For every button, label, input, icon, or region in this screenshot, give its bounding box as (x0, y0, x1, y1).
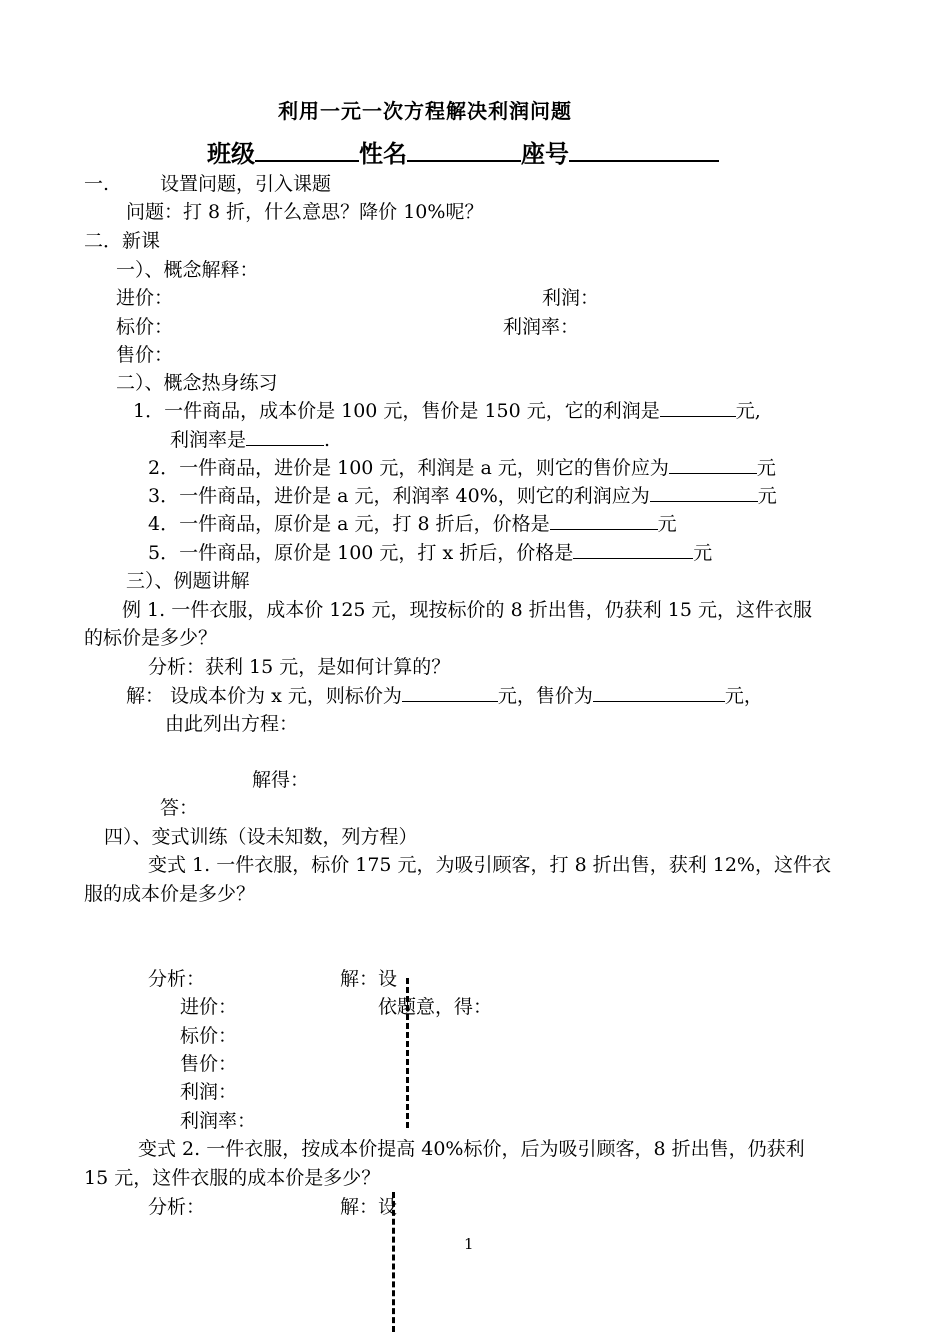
solution-text-b: 元，售价为 (497, 685, 593, 707)
variation-1-solve-label: 解：设 (340, 968, 398, 990)
seat-label: 座号 (521, 140, 569, 168)
by-meaning-label: 依题意，得： (378, 996, 493, 1018)
exercise-1-rate-text: 利润率是 (170, 429, 247, 451)
subsection-warmup: 二）、概念热身练习 (116, 372, 278, 394)
variation-1-line-1: 变式 1. 一件衣服，标价 175 元，为吸引顾客，打 8 折出售，获利 12%，这件衣 (148, 854, 831, 876)
section-1-question: 问题：打 8 折，什么意思？降价 10%呢？ (126, 201, 484, 223)
exercise-5 (148, 544, 712, 563)
class-label: 班级 (207, 140, 255, 168)
dashed-divider-upper (406, 978, 409, 1128)
class-blank[interactable] (255, 159, 359, 162)
exercise-2-text: 2．一件商品，进价是 100 元，利润是 a 元，则它的售价应为 (148, 457, 669, 479)
concept-marked-price: 标价： (116, 316, 174, 338)
list-selling-price: 售价： (180, 1053, 238, 1075)
subsection-variations: 四）、变式训练（设未知数，列方程） (104, 826, 418, 848)
exercise-4-blank[interactable] (550, 528, 658, 530)
exercise-3-blank[interactable] (650, 500, 758, 502)
student-info-header (207, 142, 719, 166)
exercise-1-unit: 元, (735, 400, 761, 422)
variation-2-analysis-label: 分析： (148, 1196, 206, 1218)
exercise-1-rate-blank[interactable] (246, 444, 324, 446)
exercise-1-rate (170, 431, 330, 450)
concept-cost-price: 进价： (116, 287, 174, 309)
example-1-equation-prompt: 由此列出方程： (165, 713, 299, 735)
exercise-2 (148, 459, 776, 478)
exercise-1-text: 1．一件商品，成本价是 100 元，售价是 150 元，它的利润是 (133, 400, 660, 422)
exercise-4 (148, 515, 677, 534)
exercise-3-unit: 元 (757, 485, 777, 507)
list-profit-rate: 利润率： (180, 1110, 257, 1132)
dashed-divider-lower (392, 1192, 395, 1332)
subsection-concepts: 一）、概念解释： (116, 259, 259, 281)
exercise-2-blank[interactable] (669, 472, 757, 474)
exercise-2-unit: 元 (756, 457, 776, 479)
variation-2-line-2: 15 元，这件衣服的成本价是多少？ (84, 1167, 381, 1189)
variation-1-analysis-label: 分析： (148, 968, 206, 990)
variation-2-line-1: 变式 2. 一件衣服，按成本价提高 40%标价，后为吸引顾客，8 折出售，仍获利 (138, 1138, 805, 1160)
name-blank[interactable] (407, 159, 521, 162)
exercise-1-profit-blank[interactable] (660, 415, 736, 417)
exercise-3 (148, 487, 777, 506)
exercise-5-blank[interactable] (573, 557, 693, 559)
exercise-1-period: . (324, 429, 331, 451)
list-profit: 利润： (180, 1081, 238, 1103)
example-1-solved: 解得： (252, 769, 310, 791)
section-2-title: 二．新课 (84, 230, 161, 252)
list-marked-price: 标价： (180, 1025, 238, 1047)
selling-price-blank[interactable] (593, 700, 725, 702)
page-number: 1 (464, 1235, 474, 1253)
exercise-5-text: 5．一件商品，原价是 100 元，打 x 折后，价格是 (148, 542, 574, 564)
variation-2-solve-label: 解：设 (340, 1196, 398, 1218)
list-cost-price: 进价： (180, 996, 238, 1018)
exercise-1 (133, 402, 761, 421)
subsection-examples: 三）、例题讲解 (126, 570, 250, 592)
exercise-3-text: 3．一件商品，进价是 a 元，利润率 40%，则它的利润应为 (148, 485, 650, 507)
variation-1-line-2: 服的成本价是多少？ (84, 883, 256, 905)
section-1-number: 一. (84, 173, 110, 195)
example-1-analysis: 分析：获利 15 元，是如何计算的？ (148, 656, 451, 678)
marked-price-blank[interactable] (402, 700, 498, 702)
example-1-answer: 答： (160, 797, 199, 819)
example-1-solution (126, 687, 763, 706)
seat-blank[interactable] (569, 159, 719, 162)
exercise-5-unit: 元 (693, 542, 713, 564)
exercise-4-text: 4．一件商品，原价是 a 元，打 8 折后，价格是 (148, 513, 550, 535)
page-title: 利用一元一次方程解决利润问题 (278, 99, 572, 123)
name-label: 性名 (359, 140, 407, 168)
exercise-4-unit: 元 (657, 513, 677, 535)
concept-selling-price: 售价： (116, 344, 174, 366)
section-1-title: 设置问题，引入课题 (160, 173, 332, 195)
example-1-line-2: 的标价是多少？ (84, 627, 218, 649)
solution-text-c: 元， (724, 685, 763, 707)
solution-text-a: 解： 设成本价为 x 元，则标价为 (126, 685, 402, 707)
example-1-line-1: 例 1. 一件衣服，成本价 125 元，现按标价的 8 折出售，仍获利 15 元，这件衣服 (122, 599, 812, 621)
concept-profit: 利润： (542, 287, 600, 309)
concept-profit-rate: 利润率： (503, 316, 580, 338)
